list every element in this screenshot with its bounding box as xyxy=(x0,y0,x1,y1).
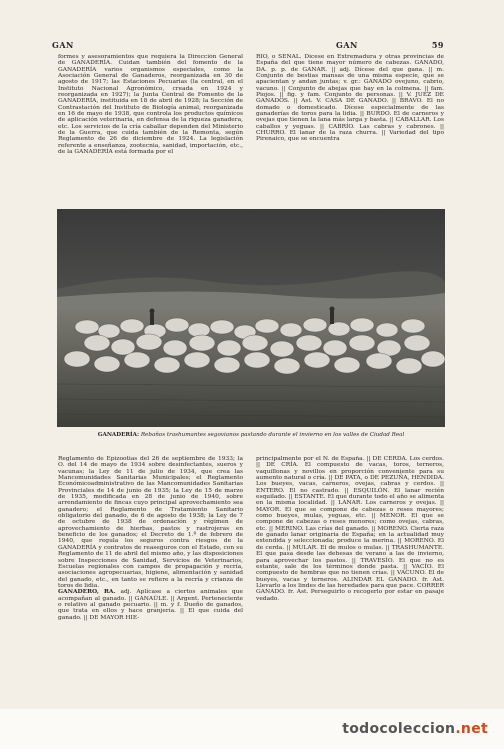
header-guide-word-right: GAN xyxy=(336,40,358,50)
page-number: 59 xyxy=(431,40,444,50)
caption-text: Rebaños trashumantes segovianos pastando durante el invierno en los valles de Ciudad Real xyxy=(140,432,405,438)
watermark-bar xyxy=(0,709,504,749)
watermark-logo xyxy=(342,721,488,737)
ganadero-headword: GANADERO, RA. xyxy=(58,588,116,596)
header-guide-word-left: GAN xyxy=(52,40,74,50)
left-column-bottom-text: Reglamento de Epizootias del 26 de septiembre de 1933; la O. del 14 de mayo de 1934 sobre desinfectantes, sueros y vacunas; la Ley de 11 de julio de 1934, que crea las Mancomunidades Sanitarias Municipales; el Reglamento Económicoadministrativo de las Mancomunidades Sanitarias Provinciales de 14 de junio de 1935; la Ley de 15 de marzo de 1935, modificada en 28 de junio de 1940, sobre arrendamiento de fincas cuyo principal aprovechamiento sea ganadero; el Reglamento de Tratamiento Sanitario obligatorio del ganado, de 6 de agosto de 1938; la Ley de 7 de octubre de 1938 de ordenación y régimen de aprovechamiento de hierbas, pastos y rastrojeras en beneficio de los ganados; el Decreto de 1.º de febrero de 1940, que regula los seguros contra riesgos de la GANADERÍA y contratos de reaseguros con el Estado, con su Reglamento de 11 de abril del mismo año, y las disposiciones sobre Inspecciones de Sanidad, Servicios de Veterinarios, Escuelas regionales con campos de propagación y recría, asociaciones agropecuarias, higiene, alimentación y sanidad del ganado, etc., en tanto se refiere a la recría y crianza de toros de lidia. xyxy=(58,456,243,589)
right-column-bottom-text: principalmente por el N. de España. || DE CERDA. Los cerdos. || DE CRÍA. El compuesto de vacas, toros, terneros, vaquillonas y novillos en proporción conveniente para su aumento natural o cría. || DE PATA, o DE PEZUÑA, HENDIDA. Los bueyes, vacas, carneros, ovejas, cabras y cerdos. || ENTERO. El no castrado. || ESQUILÓN. El lanar recién esquilado. || ESTANTE. El que durante todo el año se alimenta en la misma localidad. || LANAR. Los carneros y ovejas. || MAYOR. El que se compone de cabezas o reses mayores; como bueyes, mulas, yeguas, etc. || MENOR. El que se compone de cabezas o reses menores; como ovejas, cabras, etc. || MERINO. Las crías del ganado. || MORENO. Cierta raza de ganado lanar originaria de España; en la actualidad muy extendida y seleccionada; produce la merina. || MORENO. El de cerda. || MULAR. El de mulos o mulas. || TRASHUMANTE. El que pasa desde las dehesas de verano a las de invierno, para aprovechar los pastos. || TRAVESÍO. El que no es estante, sale de los términos donde pasta. || VACÍO. El compuesto de hembras que no tienen crías. || VACUNO. El de bueyes, vacas y terneros. ALINDAR EL GANADO. fr. Ast. Llevarlo a los lindes de las heredades para que pace. CORRER GANADO. fr. Ast. Perseguirlo o recogerlo por estar en pasaje vedado. xyxy=(256,456,444,602)
watermark-brand: todocoleccion xyxy=(342,721,456,737)
caption-label: GANADERÍA: xyxy=(97,432,140,438)
left-column-top xyxy=(58,54,243,212)
ganadero-entry xyxy=(58,589,243,621)
watermark-suffix: .net xyxy=(455,721,488,737)
left-column-bottom xyxy=(58,456,243,702)
left-column-top-text: formes y asesoramientos que requiera la Dirección General de GANADERÍA. Cuidan también del fomento de la GANADERÍA varios organismos especiales, como la Asociación General de Ganaderos, reorganizada en 30 de agosto de 1917; las Estaciones Pecuarias (la central, en el Instituto Nacional Agronómico, creada en 1924 y reorganizada en 1927); la Junta Central de Fomento de la GANADERÍA, instituida en 18 de abril de 1928; la Sección de Contrastación del Instituto de Biología animal, reorganizada en 16 de mayo de 1938, que controla los productos químicos de aplicación veterinaria, en defensa de la riqueza ganadera, etc. Los servicios de la cría caballar dependen del Ministerio de la Guerra, que cuida también de la Remonta, según Reglamento de 26 de diciembre de 1924. La legislación referente a enseñanza, zootecnia, sanidad, importación, etc., de la GANADERÍA está formada por el xyxy=(58,54,243,156)
sheep-flock-photo xyxy=(57,209,445,427)
page-header xyxy=(52,40,444,52)
right-column-top xyxy=(256,54,444,212)
right-column-bottom xyxy=(256,456,444,702)
photo-caption xyxy=(57,432,445,438)
ganadero-definition: adj. Aplícase a ciertos animales que acompañan al ganado. || GANAÚLE. || Argent. Perteneciente o relativo al ganado pecuario. || m. y f. Dueño de ganados, que trata en ellos y hace granjería. || El que cuida del ganado. || DE MAYOR HIE- xyxy=(58,589,243,621)
right-column-top-text: RÍO, o SEÑAL. Dícese en Extremadura y otras provincias de España del que tiene mayor número de cabezas. GANADO, DA. p. p. de GANAR. || adj. Dícese del que gana. || m. Conjunto de bestias mansas de una misma especie, que se apacientan y andan juntas; v. gr.: GANADO ovejuno, cabrío, vacuno. || Conjunto de abejas que hay en la colmena. || fam. Piojos. || fig. y fam. Conjunto de personas. || V. JUEZ DE GANADOS. || Ast. V. CASA DE GANADO. || BRAVO. El no domado o domesticado. Dícese especialmente de las ganaderías de toros para la lidia. || BURDO. El de carneros y ovejas que tienen la lana más larga y basta. || CABALLAR. Los caballos y yeguas. || CABRÍO. Las cabras y cabrones. || CHURRO. El lanar de la raza churra. || Variedad del tipo Pirenaico, que se encuentra xyxy=(256,54,444,143)
